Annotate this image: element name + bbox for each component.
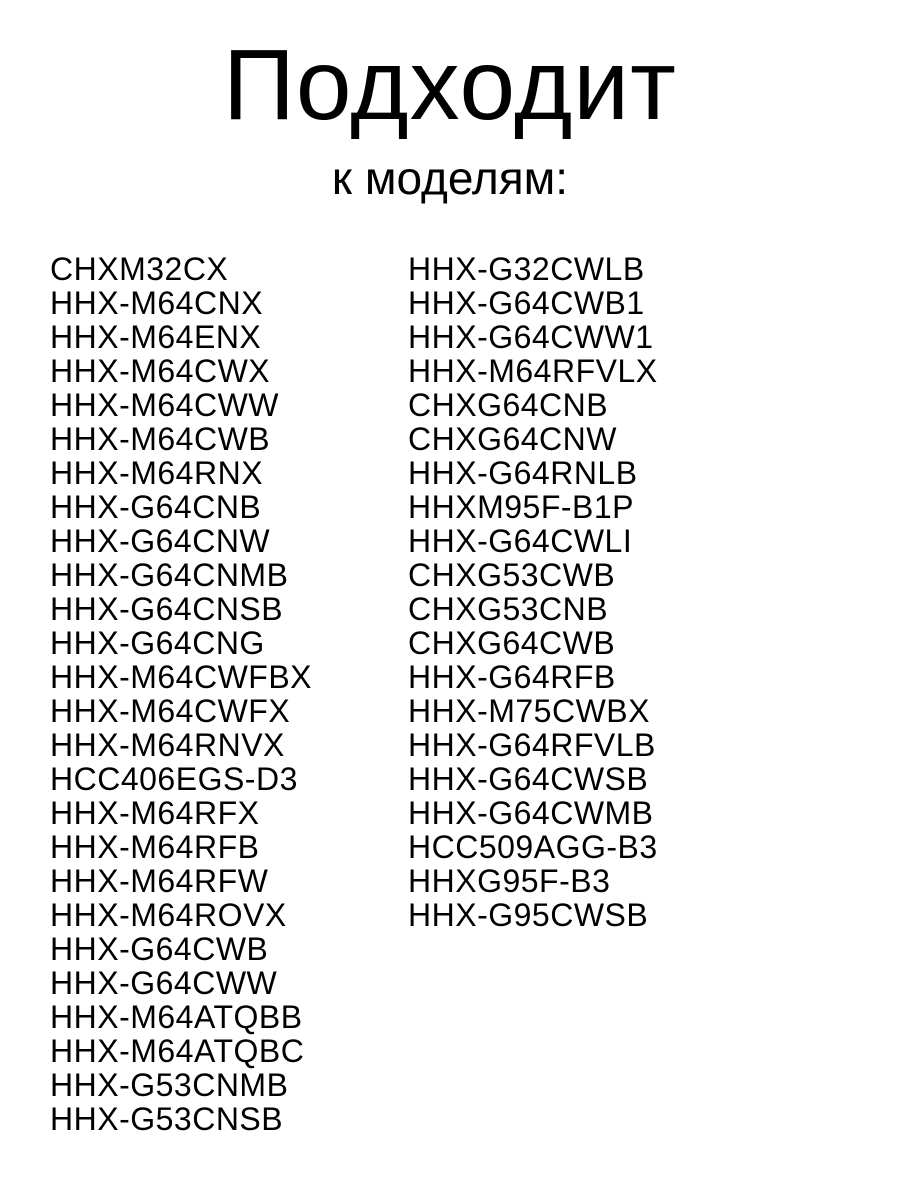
- model-item: HCC509AGG-B3: [408, 829, 658, 865]
- model-item: CHXM32CX: [50, 251, 229, 287]
- model-item: HHX-G64CWW: [50, 965, 278, 1001]
- model-item: HHX-M75CWBX: [408, 693, 650, 729]
- model-item: HHX-G53CNSB: [50, 1101, 284, 1137]
- model-item: HHX-G64CNB: [50, 489, 262, 525]
- model-item: HHX-M64CWB: [50, 421, 271, 457]
- model-item: CHXG53CNB: [408, 591, 609, 627]
- model-item: HHX-G64RNLB: [408, 455, 638, 491]
- model-item: HHX-G95CWSB: [408, 897, 649, 933]
- model-item: HHX-M64RFB: [50, 829, 260, 865]
- model-item: HHX-M64ATQBC: [50, 1033, 305, 1069]
- model-item: HHXM95F-B1P: [408, 489, 634, 525]
- model-item: HHX-G64CWW1: [408, 319, 654, 355]
- model-item: HHXG95F-B3: [408, 863, 611, 899]
- model-item: HCC406EGS-D3: [50, 761, 298, 797]
- model-item: HHX-G64CNG: [50, 625, 265, 661]
- page-subtitle: к моделям:: [331, 152, 569, 204]
- model-item: HHX-M64RNX: [50, 455, 264, 491]
- model-item: HHX-G64RFVLB: [408, 727, 656, 763]
- model-item: HHX-M64CWW: [50, 387, 279, 423]
- model-item: HHX-M64ATQBB: [50, 999, 303, 1035]
- model-item: HHX-M64RFW: [50, 863, 269, 899]
- page-title: Подходит: [223, 29, 677, 141]
- model-item: HHX-G32CWLB: [408, 251, 645, 287]
- model-item: HHX-G64CNW: [50, 523, 271, 559]
- model-item: HHX-M64CWX: [50, 353, 271, 389]
- model-item: CHXG64CNB: [408, 387, 609, 423]
- model-item: HHX-G64CWB: [50, 931, 269, 967]
- model-item: HHX-M64CWFBX: [50, 659, 313, 695]
- model-item: HHX-G64CWSB: [408, 761, 649, 797]
- model-item: HHX-M64RFVLX: [408, 353, 658, 389]
- model-item: HHX-M64CWFX: [50, 693, 291, 729]
- models-list-right: [408, 252, 658, 932]
- model-item: HHX-M64RNVX: [50, 727, 285, 763]
- model-item: HHX-M64CNX: [50, 285, 264, 321]
- model-item: HHX-G64CNMB: [50, 557, 289, 593]
- model-item: HHX-G53CNMB: [50, 1067, 289, 1103]
- models-list-left: [50, 252, 312, 1136]
- model-item: HHX-G64CWLI: [408, 523, 633, 559]
- model-item: CHXG64CNW: [408, 421, 617, 457]
- model-item: HHX-M64RFX: [50, 795, 260, 831]
- model-item: HHX-G64CNSB: [50, 591, 284, 627]
- model-item: HHX-M64ROVX: [50, 897, 287, 933]
- model-item: CHXG53CWB: [408, 557, 616, 593]
- model-item: HHX-M64ENX: [50, 319, 262, 355]
- model-item: HHX-G64CWMB: [408, 795, 654, 831]
- model-item: HHX-G64RFB: [408, 659, 616, 695]
- model-item: HHX-G64CWB1: [408, 285, 645, 321]
- model-item: CHXG64CWB: [408, 625, 616, 661]
